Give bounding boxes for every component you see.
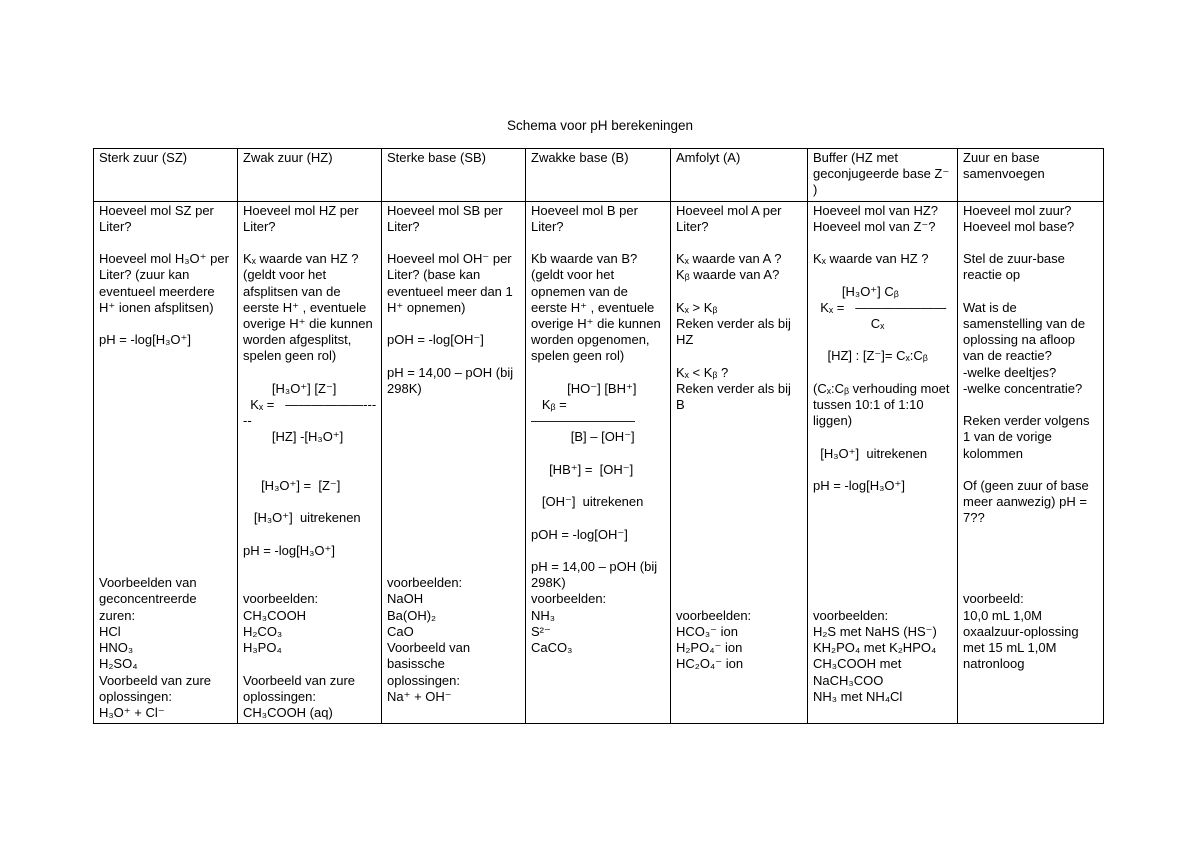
cell-body: Hoeveel mol SB per Liter? Hoeveel mol OH⁻ per Liter? (base kan eventueel meer dan 1 H⁺ opnemen) pOH = -log[OH⁻] pH = 14,00 – pOH (bij 298K)	[387, 202, 514, 396]
cell-examples: voorbeelden: H₂S met NaHS (HS⁻) KH₂PO₄ met K₂HPO₄ CH₃COOH met NaCH₃COO NH₃ met NH₄Cl	[813, 607, 937, 704]
header-zwak-zuur: Zwak zuur (HZ)	[238, 149, 382, 202]
page-title: Schema voor pH berekeningen	[506, 118, 694, 133]
header-sterk-zuur: Sterk zuur (SZ)	[94, 149, 238, 202]
table-header-row	[94, 149, 1104, 202]
cell-examples: voorbeelden: NaOH Ba(OH)₂ CaO Voorbeeld van basissche oplossingen: Na⁺ + OH⁻	[387, 575, 471, 704]
cell-body: Hoeveel mol HZ per Liter? Kₓ waarde van HZ ? (geldt voor het afsplitsen van de eerste H⁺ , eventuele overige H⁺ die kunnen worden afgesplitst, spelen geen rol) [H₃O⁺] [Z⁻] Kₓ = ——————----- [HZ] -[H₃O⁺] [H₃O⁺] = [Z⁻] [H₃O⁺] uitrekenen pH = -log[H₃O⁺]	[243, 202, 377, 558]
header-zwakke-base: Zwakke base (B)	[526, 149, 671, 202]
cell-body: Hoeveel mol zuur? Hoeveel mol base? Stel de zuur-base reactie op Wat is de samenstelling van de oplossing na afloop van de reactie? -welke deeltjes? -welke concentratie? Reken verder volgens 1 van de vorige kolommen Of (geen zuur of base meer aanwezig) pH = 7??	[963, 202, 1090, 526]
cell-body: Hoeveel mol SZ per Liter? Hoeveel mol H₃O⁺ per Liter? (zuur kan eventueel meerdere H⁺ ionen afsplitsen) pH = -log[H₃O⁺]	[99, 202, 229, 348]
cell-buffer	[808, 201, 958, 724]
cell-examples: voorbeeld: 10,0 mL 1,0M oxaalzuur-oplossing met 15 mL 1,0M natronloog	[963, 591, 1079, 672]
cell-sterke-base	[382, 201, 526, 724]
cell-zwak-zuur	[238, 201, 382, 724]
cell-sterk-zuur	[94, 201, 238, 724]
cell-examples: voorbeelden: HCO₃⁻ ion H₂PO₄⁻ ion HC₂O₄⁻ ion	[676, 607, 752, 672]
cell-zuur-en-base	[958, 201, 1104, 724]
table-body-row	[94, 201, 1104, 724]
cell-body: Hoeveel mol A per Liter? Kₓ waarde van A ? Kᵦ waarde van A? Kₓ > Kᵦ Reken verder als bij HZ Kₓ < Kᵦ ? Reken verder als bij B	[676, 202, 791, 413]
header-zuur-en-base: Zuur en base samenvoegen	[958, 149, 1104, 202]
cell-examples: voorbeelden: CH₃COOH H₂CO₃ H₃PO₄ Voorbeeld van zure oplossingen: CH₃COOH (aq)	[243, 591, 356, 720]
cell-zwakke-base	[526, 201, 671, 724]
ph-schema-table	[93, 148, 1104, 724]
cell-examples: voorbeelden: NH₃ S²⁻ CaCO₃	[531, 591, 607, 656]
cell-body: Hoeveel mol van HZ? Hoeveel mol van Z⁻? Kₓ waarde van HZ ? [H₃O⁺] Cᵦ Kₓ = ——————— Cₓ [HZ] : [Z⁻]= Cₓ:Cᵦ (Cₓ:Cᵦ verhouding moet tussen 10:1 of 1:10 liggen) [H₃O⁺] uitrekenen pH = -log[H₃O⁺]	[813, 202, 950, 494]
cell-amfolyt	[671, 201, 808, 724]
header-sterke-base: Sterke base (SB)	[382, 149, 526, 202]
header-buffer: Buffer (HZ met geconjugeerde base Z⁻ )	[808, 149, 958, 202]
cell-examples: Voorbeelden van geconcentreerde zuren: HCl HNO₃ H₂SO₄ Voorbeeld van zure oplossingen: H₃O⁺ + Cl⁻	[99, 575, 212, 720]
header-amfolyt: Amfolyt (A)	[671, 149, 808, 202]
cell-body: Hoeveel mol B per Liter? Kb waarde van B? (geldt voor het opnemen van de eerste H⁺ , eventuele overige H⁺ die kunnen worden opgenomen, spelen geen rol) [HO⁻] [BH⁺] Kᵦ = ———————— [B] – [OH⁻] [HB⁺] = [OH⁻] [OH⁻] uitrekenen pOH = -log[OH⁻] pH = 14,00 – pOH (bij 298K)	[531, 202, 661, 591]
